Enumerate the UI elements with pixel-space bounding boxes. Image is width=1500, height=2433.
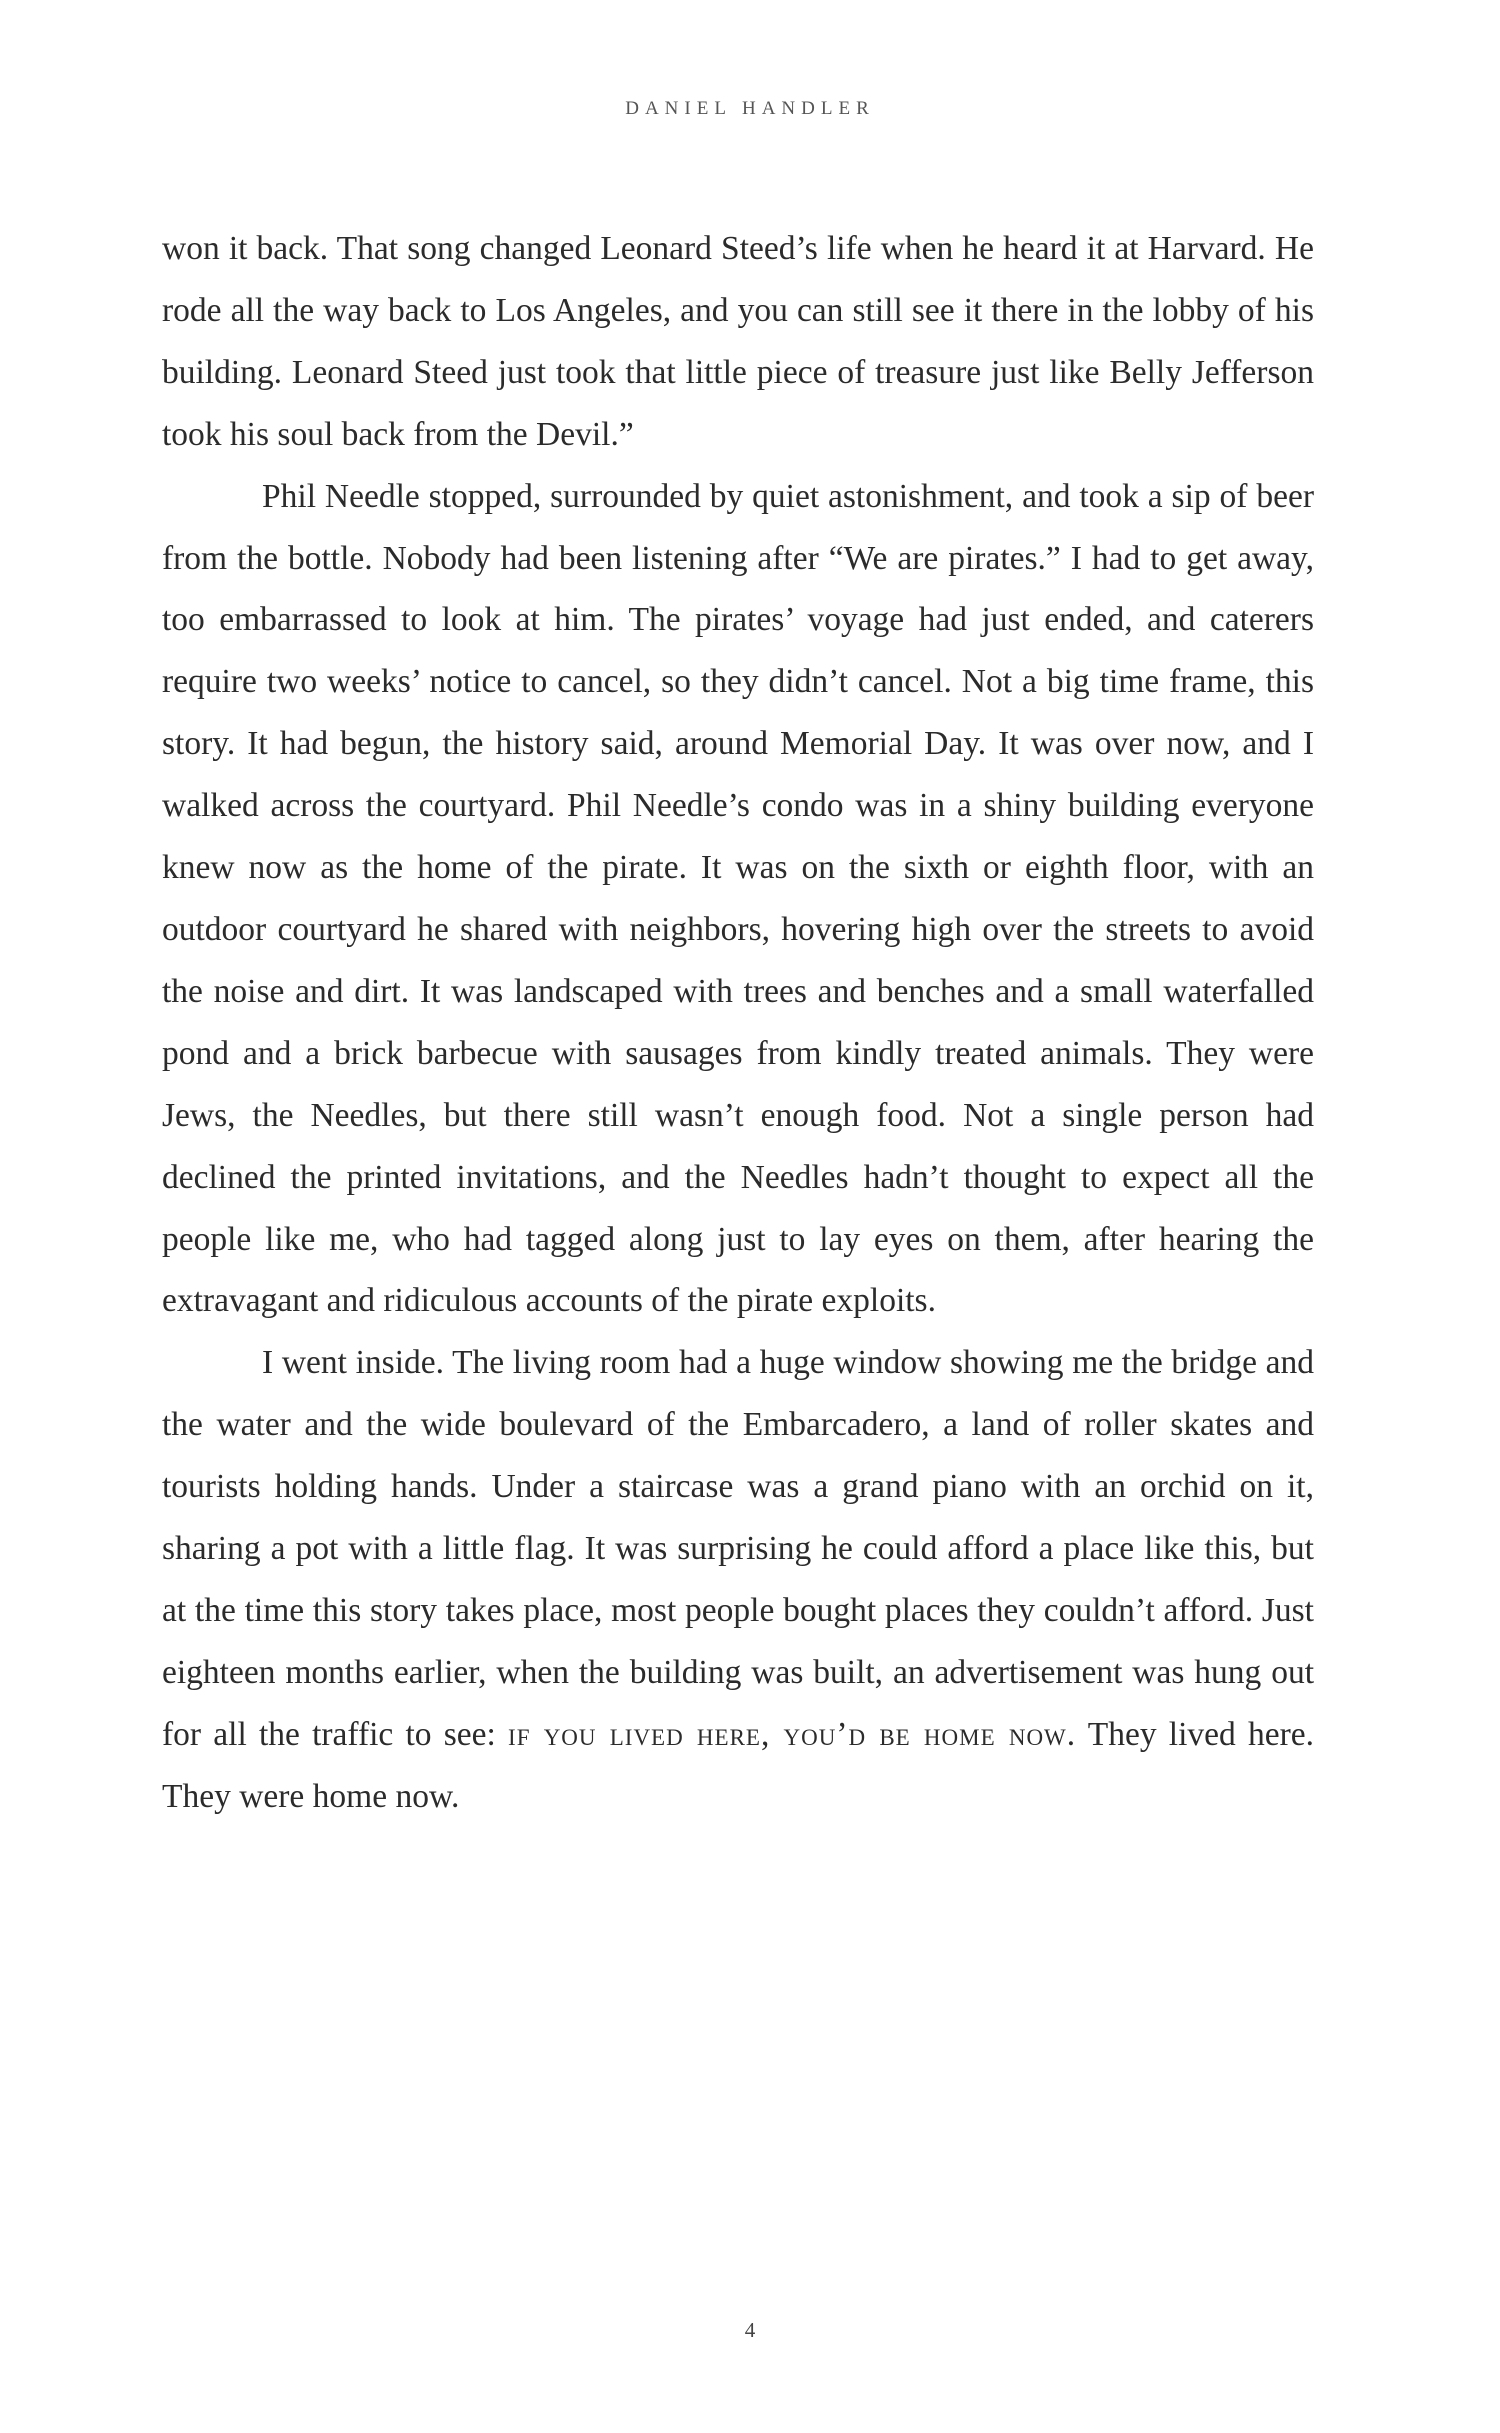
paragraph-1: won it back. That song changed Leonard Steed’s life when he heard it at Harvard. He rode all the way back to Los Angeles, and you can still see it there in the lobby of his building. Leonard Steed just took that little piece of treasure just like Belly Jefferson took his soul back from the Devil.” [162, 230, 1314, 453]
paragraph-3-text-after: They lived here. They were home now. [162, 1715, 1315, 1815]
body-text [162, 218, 1314, 1828]
paragraph-2: Phil Needle stopped, surrounded by quiet astonishment, and took a sip of beer from the bottle. Nobody had been listening after “We are pirates.” I had to get away, too embarrassed to look at him. The pirates’ voyage had just ended, and caterers require two weeks’ notice to cancel, so they didn’t cancel. Not a big time frame, this story. It had begun, the history said, around Memorial Day. It was over now, and I walked across the courtyard. Phil Needle’s condo was in a shiny building everyone knew now as the home of the pirate. It was on the sixth or eighth floor, with an outdoor courtyard he shared with neighbors, hovering high over the streets to avoid the noise and dirt. It was landscaped with trees and benches and a small waterfalled pond and a brick barbecue with sausages from kindly treated animals. They were Jews, the Needles, but there still wasn’t enough food. Not a single person had declined the printed invitations, and the Needles hadn’t thought to expect all the people like me, who had tagged along just to lay eyes on them, after hearing the extravagant and ridiculous accounts of the pirate exploits. [162, 477, 1314, 1320]
advertisement-text: if you lived here, you’d be home now. [508, 1715, 1077, 1753]
running-header: DANIEL HANDLER [625, 98, 875, 119]
paragraph-3 [162, 1332, 1314, 1827]
page-number: 4 [744, 2318, 756, 2342]
paragraph-3-text-before: I went inside. The living room had a huge window showing me the bridge and the water and the wide boulevard of the Embarcadero, a land of roller skates and tourists holding hands. Under a staircase was a grand piano with an orchid on it, sharing a pot with a little flag. It was surprising he could afford a place like this, but at the time this story takes place, most people bought places they couldn’t afford. Just eighteen months earlier, when the building was built, an advertisement was hung out for all the traffic to see: [162, 1344, 1314, 1753]
